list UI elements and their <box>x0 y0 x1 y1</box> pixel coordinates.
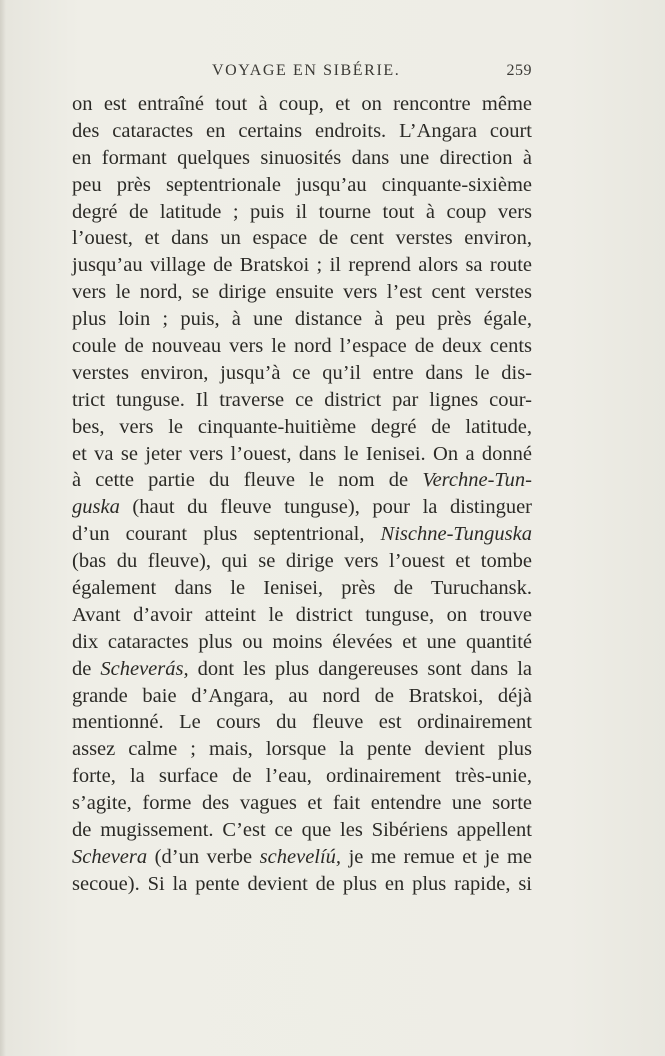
text-segment: je me remue et je me <box>341 845 532 868</box>
text-segment: degré de latitude ; puis il tourne tout à coup vers <box>72 200 532 223</box>
text-segment: on est entraîné tout à coup, et on rencontre même <box>72 93 532 115</box>
text-line <box>72 145 532 172</box>
text-segment: peu près septentrionale jusqu’au cinquante-sixième <box>72 173 532 196</box>
page-number: 259 <box>506 62 532 79</box>
text-segment: à cette partie du fleuve le nom de <box>72 469 423 492</box>
text-line <box>72 602 532 629</box>
italic-text: schevelíú, <box>259 845 342 868</box>
text-segment: vers le nord, se dirige ensuite vers l’est cent verstes <box>72 281 532 304</box>
text-segment: et va se jeter vers l’ouest, dans le Ienisei. On a donné <box>72 442 532 465</box>
text-line <box>72 360 532 387</box>
text-segment: (d’un verbe <box>147 845 260 868</box>
text-line <box>72 763 532 790</box>
text-line <box>72 817 532 844</box>
italic-text: Scheverás, <box>100 657 189 680</box>
text-line <box>72 575 532 602</box>
text-line <box>72 844 532 871</box>
text-line <box>72 91 532 118</box>
italic-text: Nischne-Tunguska <box>380 523 532 546</box>
running-header <box>72 58 532 84</box>
text-line <box>72 441 532 468</box>
text-line <box>72 521 532 548</box>
text-segment: de <box>72 657 101 680</box>
text-segment: coule de nouveau vers le nord l’espace de deux cents <box>72 335 532 358</box>
text-segment: jusqu’au village de Bratskoi ; il reprend alors sa route <box>72 254 532 277</box>
text-segment: (bas du fleuve), qui se dirige vers l’ouest et tombe <box>72 550 532 573</box>
text-line <box>72 118 532 145</box>
text-line <box>72 414 532 441</box>
text-line <box>72 306 532 333</box>
page-gutter-shadow <box>0 0 6 1056</box>
text-segment: des cataractes en certains endroits. L’Angara court <box>72 119 532 142</box>
text-line <box>72 199 532 226</box>
text-segment: de mugissement. C’est ce que les Sibériens appellent <box>72 819 532 842</box>
text-line <box>72 656 532 683</box>
text-segment: Avant d’avoir atteint le district tunguse, on trouve <box>72 603 532 626</box>
text-segment: plus loin ; puis, à une distance à peu près égale, <box>72 308 532 331</box>
text-line <box>72 467 532 494</box>
italic-text: Verchne-Tun- <box>422 469 532 492</box>
text-line <box>72 548 532 575</box>
text-line <box>72 387 532 414</box>
text-line <box>72 494 532 521</box>
text-segment: secoue). Si la pente devient de plus en plus rapide, si <box>72 872 532 895</box>
italic-text: guska <box>72 496 120 519</box>
text-line <box>72 871 532 898</box>
text-line <box>72 333 532 360</box>
text-segment: d’un courant plus septentrional, <box>72 523 381 546</box>
text-segment: forte, la surface de l’eau, ordinairement très-unie, <box>72 765 532 788</box>
text-segment: mentionné. Le cours du fleuve est ordinairement <box>72 711 532 734</box>
text-line <box>72 279 532 306</box>
text-line <box>72 736 532 763</box>
text-segment: en formant quelques sinuosités dans une direction à <box>72 146 532 169</box>
text-line <box>72 252 532 279</box>
text-line <box>72 709 532 736</box>
text-line <box>72 225 532 252</box>
text-segment: bes, vers le cinquante-huitième degré de latitude, <box>72 415 532 438</box>
text-segment: grande baie d’Angara, au nord de Bratskoi, déjà <box>72 684 532 707</box>
text-segment: trict tunguse. Il traverse ce district par lignes cour- <box>72 388 532 411</box>
text-segment: (haut du fleuve tunguse), pour la distinguer <box>119 496 532 519</box>
text-line <box>72 683 532 710</box>
text-segment: assez calme ; mais, lorsque la pente devient plus <box>72 738 532 761</box>
text-segment: s’agite, forme des vagues et fait entendre une sorte <box>72 792 532 815</box>
running-title: VOYAGE EN SIBÉRIE. <box>212 62 401 79</box>
text-segment: l’ouest, et dans un espace de cent verstes environ, <box>72 227 532 250</box>
text-line <box>72 629 532 656</box>
text-line <box>72 172 532 199</box>
text-segment: dont les plus dangereuses sont dans la <box>188 657 532 680</box>
text-segment: également dans le Ienisei, près de Turuchansk. <box>72 577 532 600</box>
body-text <box>72 91 532 898</box>
text-line <box>72 790 532 817</box>
italic-text: Schevera <box>72 845 148 868</box>
text-segment: dix cataractes plus ou moins élevées et une quantité <box>72 630 532 653</box>
text-segment: verstes environ, jusqu’à ce qu’il entre dans le dis- <box>72 361 532 384</box>
